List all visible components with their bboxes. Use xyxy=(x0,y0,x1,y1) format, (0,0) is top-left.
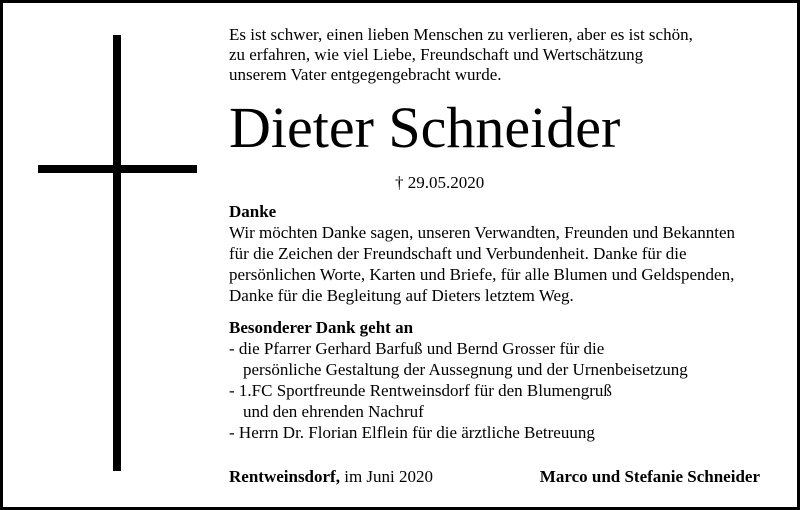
special-thanks-line: und den ehrenden Nachruf xyxy=(243,402,424,421)
thanks-line: Wir möchten Danke sagen, unseren Verwandten, Freunden und Bekannten xyxy=(229,223,736,242)
thanks-heading: Danke xyxy=(229,202,277,221)
place-and-date xyxy=(229,467,433,487)
thanks-section xyxy=(229,201,789,306)
intro-line: zu erfahren, wie viel Liebe, Freundschaft und Wertschätzung xyxy=(229,45,644,64)
thanks-line: für die Zeichen der Freundschaft und Verbundenheit. Danke für die xyxy=(229,244,687,263)
deceased-name: Dieter Schneider xyxy=(229,95,621,160)
cross-horizontal-bar xyxy=(38,165,197,173)
intro-text xyxy=(229,25,789,85)
date-text: im Juni 2020 xyxy=(339,467,434,486)
special-thanks-line: - Herrn Dr. Florian Elflein für die ärztliche Betreuung xyxy=(229,423,595,442)
thanks-line: persönlichen Worte, Karten und Briefe, für alle Blumen und Geldspenden, xyxy=(229,265,735,284)
intro-line: unserem Vater entgegengebracht wurde. xyxy=(229,65,502,84)
intro-line: Es ist schwer, einen lieben Menschen zu verlieren, aber es ist schön, xyxy=(229,25,693,44)
signers: Marco und Stefanie Schneider xyxy=(539,467,760,486)
special-thanks-line: persönliche Gestaltung der Aussegnung und der Urnenbeisetzung xyxy=(243,360,688,379)
thanks-line: Danke für die Begleitung auf Dieters letztem Weg. xyxy=(229,286,574,305)
death-date: † 29.05.2020 xyxy=(395,173,485,192)
special-thanks-line: - die Pfarrer Gerhard Barfuß und Bernd Grosser für die xyxy=(229,339,605,358)
special-thanks-heading: Besonderer Dank geht an xyxy=(229,318,414,337)
special-thanks-section xyxy=(229,317,789,443)
cross-vertical-bar xyxy=(113,35,121,471)
place: Rentweinsdorf, xyxy=(229,467,340,486)
special-thanks-line: - 1.FC Sportfreunde Rentweinsdorf für den Blumengruß xyxy=(229,381,612,400)
